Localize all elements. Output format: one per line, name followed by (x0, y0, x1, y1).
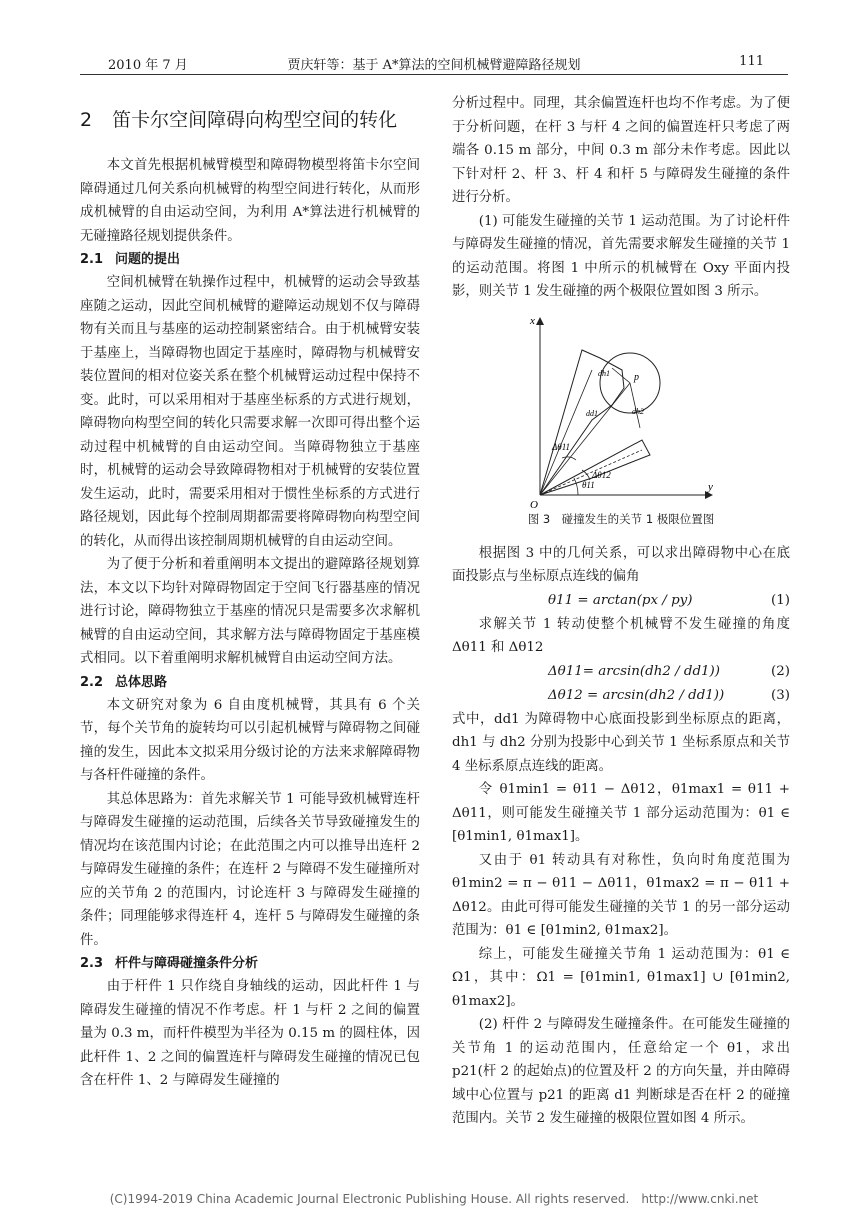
right-column (452, 92, 790, 1131)
label-p: p (634, 371, 639, 383)
arm-outline-upper (540, 350, 624, 495)
equation-number: (3) (771, 687, 790, 703)
section-title: 笛卡尔空间障碍向构型空间的转化 (112, 109, 398, 131)
section-number: 2 (80, 109, 93, 131)
figure-3-diagram (522, 310, 722, 510)
figure-3 (452, 310, 790, 510)
left-column (80, 92, 420, 1093)
label-dd1: dd1 (586, 408, 598, 418)
paragraph: 本文研究对象为 6 自由度机械臂，其具有 6 个关节，每个关节角的旋转均可以引起机械臂与障碍物之间碰撞的发生，因此本文拟采用分级讨论的方法来求解障碍物与各杆件碰撞的条件。 (80, 697, 420, 783)
label-origin: O (530, 498, 538, 510)
subsection-number: 2.2 (80, 674, 104, 690)
paragraph: (2) 杆件 2 与障碍发生碰撞条件。在可能发生碰撞的关节角 1 的运动范围内，任意给定一个 θ1，求出 p21(杆 2 的起始点)的位置及杆 2 的方向矢量，并由障碍域中心位置与 p21 的距离 d1 判断球是否在杆 2 的碰撞范围内。关节 2 发生碰撞的极限位置如图 4 所示。 (452, 1017, 790, 1126)
paragraph: 又由于 θ1 转动具有对称性，负向时角度范围为 θ1min2 = π − θ11 − Δθ11，θ1max2 = π − θ11 + Δθ12。由此可得可能发生碰撞的关节 1 的另一部分运动范围为：θ1 ∈ [θ1min2, θ1max2]。 (452, 852, 790, 938)
label-dtheta12: Δθ12 (592, 469, 611, 480)
equation-number: (2) (771, 663, 790, 679)
subsection-heading-2-2 (80, 672, 420, 694)
equation-2 (452, 660, 790, 684)
figure-3-caption: 图 3 碰撞发生的关节 1 极限位置图 (527, 511, 715, 526)
limit-line (540, 370, 592, 495)
header-running-title: 贾庆轩等：基于 A*算法的空间机械臂避障路径规划 (287, 58, 581, 73)
label-theta11: θ11 (582, 479, 595, 490)
paragraph: 式中，dd1 为障碍物中心底面投影到坐标原点的距离，dh1 与 dh2 分别为投影中心到关节 1 坐标系原点和关节 4 坐标系原点连线的距离。 (452, 711, 790, 774)
label-y: y (708, 480, 713, 493)
subsection-title: 杆件与障碍碰撞条件分析 (115, 956, 259, 971)
page-header (80, 52, 788, 75)
subsection-heading-2-3 (80, 953, 420, 975)
paragraph: 其总体思路为：首先求解关节 1 可能导致机械臂连杆与障碍发生碰撞的运动范围，后续各关节导致碰撞发生的情况均在该范围内讨论；在此范围之内可以推导出连杆 2 与障碍发生碰撞的条件；在连杆 2 与障碍不发生碰撞所对应的关节角 2 的范围内，讨论连杆 3 与障碍发生碰撞的条件；同理能够求得连杆 4，连杆 5 与障碍发生碰撞的条件。 (80, 791, 420, 948)
arc-theta11 (574, 478, 578, 495)
subsection-heading-2-1 (80, 249, 420, 271)
copyright-footer: (C)1994-2019 China Academic Journal Electronic Publishing House. All rights reserved. http://www.cnki.net (109, 1192, 759, 1206)
paragraph: 求解关节 1 转动使整个机械臂不发生碰撞的角度 Δθ11 和 Δθ12 (452, 616, 790, 655)
label-dtheta11: Δθ11 (552, 441, 571, 452)
equation-expression: Δθ11= arcsin(dh2 / dd1)) (548, 663, 720, 679)
paragraph: 令 θ1min1 = θ11 − Δθ12，θ1max1 = θ11 + Δθ11，则可能发生碰撞关节 1 部分运动范围为：θ1 ∈ [θ1min1, θ1max1]。 (452, 782, 790, 844)
intro-paragraph: 本文首先根据机械臂模型和障碍物模型将笛卡尔空间障碍通过几何关系向机械臂的构型空间进行转化，从而形成机械臂的自由运动空间，为利用 A*算法进行机械臂的无碰撞路径规划提供条件。 (80, 158, 420, 244)
paragraph: 根据图 3 中的几何关系，可以求出障碍物中心在底面投影点与坐标原点连线的偏角 (452, 545, 790, 584)
paragraph: (1) 可能发生碰撞的关节 1 运动范围。为了讨论杆件与障碍发生碰撞的情况，首先需要求解发生碰撞的关节 1 的运动范围。将图 1 中所示的机械臂在 Oxy 平面内投影，则关节 1 发生碰撞的两个极限位置如图 3 所示。 (452, 213, 790, 299)
dh1-line (612, 368, 630, 383)
equation-1 (452, 589, 790, 613)
subsection-title: 总体思路 (115, 674, 168, 690)
label-dh2: dh2 (632, 406, 644, 416)
dh2-line (630, 383, 640, 428)
label-x: x (530, 314, 535, 327)
equation-3 (452, 684, 790, 708)
paragraph: 空间机械臂在轨操作过程中，机械臂的运动会导致基座随之运动，因此空间机械臂的避障运动规划不仅与障碍物有关而且与基座的运动控制紧密结合。由于机械臂安装于基座上，当障碍物也固定于基座时，障碍物与机械臂安装位置间的相对位姿关系在整个机械臂运动过程中保持不变。此时，可以采用相对于基座坐标系的方式进行规划，障碍物向构型空间的转化只需要求解一次即可得出整个运动过程中机械臂的自由运动空间。当障碍物独立于基座时，机械臂的运动会导致障碍物相对于机械臂的安装位置发生运动，此时，需要采用相对于惯性坐标系的方式进行路径规划，因此每个控制周期都需要将障碍物向构型空间的转化，从而得出该控制周期机械臂的自由运动空间。 (80, 275, 420, 549)
obstacle-line (540, 383, 630, 495)
subsection-number: 2.1 (80, 252, 104, 267)
paragraph: 综上，可能发生碰撞关节角 1 运动范围为：θ1 ∈ Ω1，其中：Ω1 = [θ1min1, θ1max1] ∪ [θ1min2, θ1max2]。 (452, 946, 790, 1009)
paragraph: 为了便于分析和着重阐明本文提出的避障路径规划算法，本文以下均针对障碍物固定于空间飞行器基座的情况进行讨论，障碍物独立于基座的情况只是需要多次求解机械臂的自由运动空间，其求解方法与障碍物固定于基座模式相同。以下着重阐明求解机械臂自由运动空间方法。 (80, 557, 420, 666)
label-dh1: dh1 (598, 368, 610, 378)
equation-number: (1) (771, 592, 790, 608)
section-heading (80, 108, 420, 132)
paragraph: 分析过程中。同理，其余偏置连杆也均不作考虑。为了便于分析问题，在杆 3 与杆 4 之间的偏置连杆只考虑了两端各 0.15 m 部分，中间 0.3 m 部分未作考虑。因此以下针对杆 2、杆 3、杆 4 和杆 5 与障碍发生碰撞的条件进行分析。 (452, 96, 790, 205)
paragraph: 由于杆件 1 只作绕自身轴线的运动，因此杆件 1 与障碍发生碰撞的情况不作考虑。杆 1 与杆 2 之间的偏置量为 0.3 m，而杆件模型为半径为 0.15 m 的圆柱体，因此杆件 1、2 之间的偏置连杆与障碍发生碰撞的情况已包含在杆件 1、2 与障碍发生碰撞的 (80, 979, 420, 1088)
subsection-number: 2.3 (80, 956, 104, 971)
subsection-title: 问题的提出 (115, 252, 181, 267)
equation-expression: Δθ12 = arcsin(dh2 / dd1)) (548, 687, 725, 703)
header-page-number: 111 (739, 54, 764, 69)
equation-expression: θ11 = arctan(px / py) (548, 592, 693, 608)
header-date: 2010 年 7 月 (108, 58, 188, 73)
